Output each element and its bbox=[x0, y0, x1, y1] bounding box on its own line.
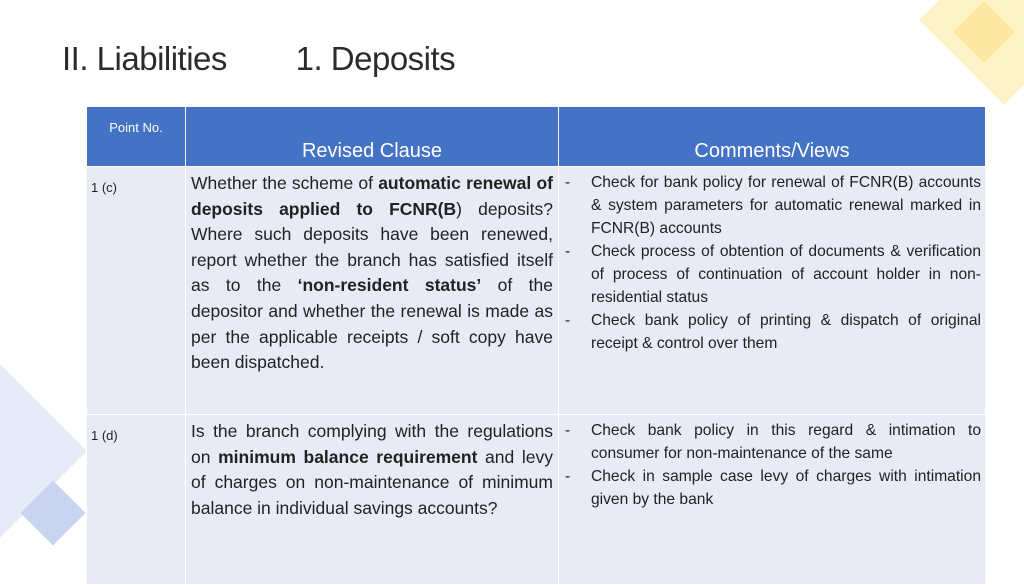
comment-item bbox=[563, 309, 981, 355]
comments-list bbox=[563, 171, 981, 355]
title-part: II. Liabilities bbox=[62, 40, 227, 77]
clause-emphasis: automatic renewal of deposits applied to FCNR(B bbox=[191, 173, 553, 219]
bullet-dash: - bbox=[565, 422, 571, 439]
comments-cell bbox=[559, 167, 986, 415]
bullet-dash: - bbox=[565, 312, 571, 329]
comment-text: Check for bank policy for renewal of FCNR(B) accounts & system parameters for automatic renewal marked in FCNR(B) accounts bbox=[591, 174, 981, 237]
comments-cell bbox=[559, 415, 986, 585]
comment-item bbox=[563, 465, 981, 511]
point-number: 1 (c) bbox=[87, 167, 186, 415]
table-row bbox=[87, 167, 986, 415]
clause-emphasis: minimum balance requirement bbox=[218, 446, 478, 467]
comment-item bbox=[563, 171, 981, 240]
comment-text: Check bank policy of printing & dispatch of original receipt & control over them bbox=[591, 312, 981, 352]
comment-item bbox=[563, 240, 981, 309]
deposits-table bbox=[86, 106, 986, 585]
title-topic: 1. Deposits bbox=[295, 40, 456, 77]
clause-text: Is the branch complying with the regulations on bbox=[191, 421, 553, 467]
comment-text: Check bank policy in this regard & intimation to consumer for non-maintenance of the same bbox=[591, 422, 981, 462]
comment-text: Check process of obtention of documents & verification of process of continuation of account holder in non-residential status bbox=[591, 243, 981, 306]
table-header-row bbox=[87, 107, 986, 167]
clause-text: Whether the scheme of bbox=[191, 173, 379, 193]
comment-text: Check in sample case levy of charges with intimation given by the bank bbox=[591, 468, 981, 508]
slide-title bbox=[62, 40, 455, 78]
header-revised-clause: Revised Clause bbox=[186, 107, 559, 167]
bullet-dash: - bbox=[565, 174, 571, 191]
clause-text: ) deposits? Where such deposits have been renewed, report whether the branch has satisfied itself as to the bbox=[191, 198, 553, 296]
bullet-dash: - bbox=[565, 468, 571, 485]
clause-emphasis: ‘non-resident status’ bbox=[297, 275, 482, 296]
table-row bbox=[87, 415, 986, 585]
comment-item bbox=[563, 419, 981, 465]
point-number: 1 (d) bbox=[87, 415, 186, 585]
clause-text: of the depositor and whether the renewal is made as per the applicable receipts / soft copy have been dispatched. bbox=[191, 275, 553, 373]
revised-clause-text bbox=[186, 415, 559, 585]
clause-text: and levy of charges on non-maintenance of minimum balance in individual savings accounts? bbox=[191, 446, 553, 518]
comments-list bbox=[563, 419, 981, 511]
revised-clause-text bbox=[186, 167, 559, 415]
bullet-dash: - bbox=[565, 243, 571, 260]
header-comments-views: Comments/Views bbox=[559, 107, 986, 167]
header-point-no: Point No. bbox=[87, 107, 186, 167]
